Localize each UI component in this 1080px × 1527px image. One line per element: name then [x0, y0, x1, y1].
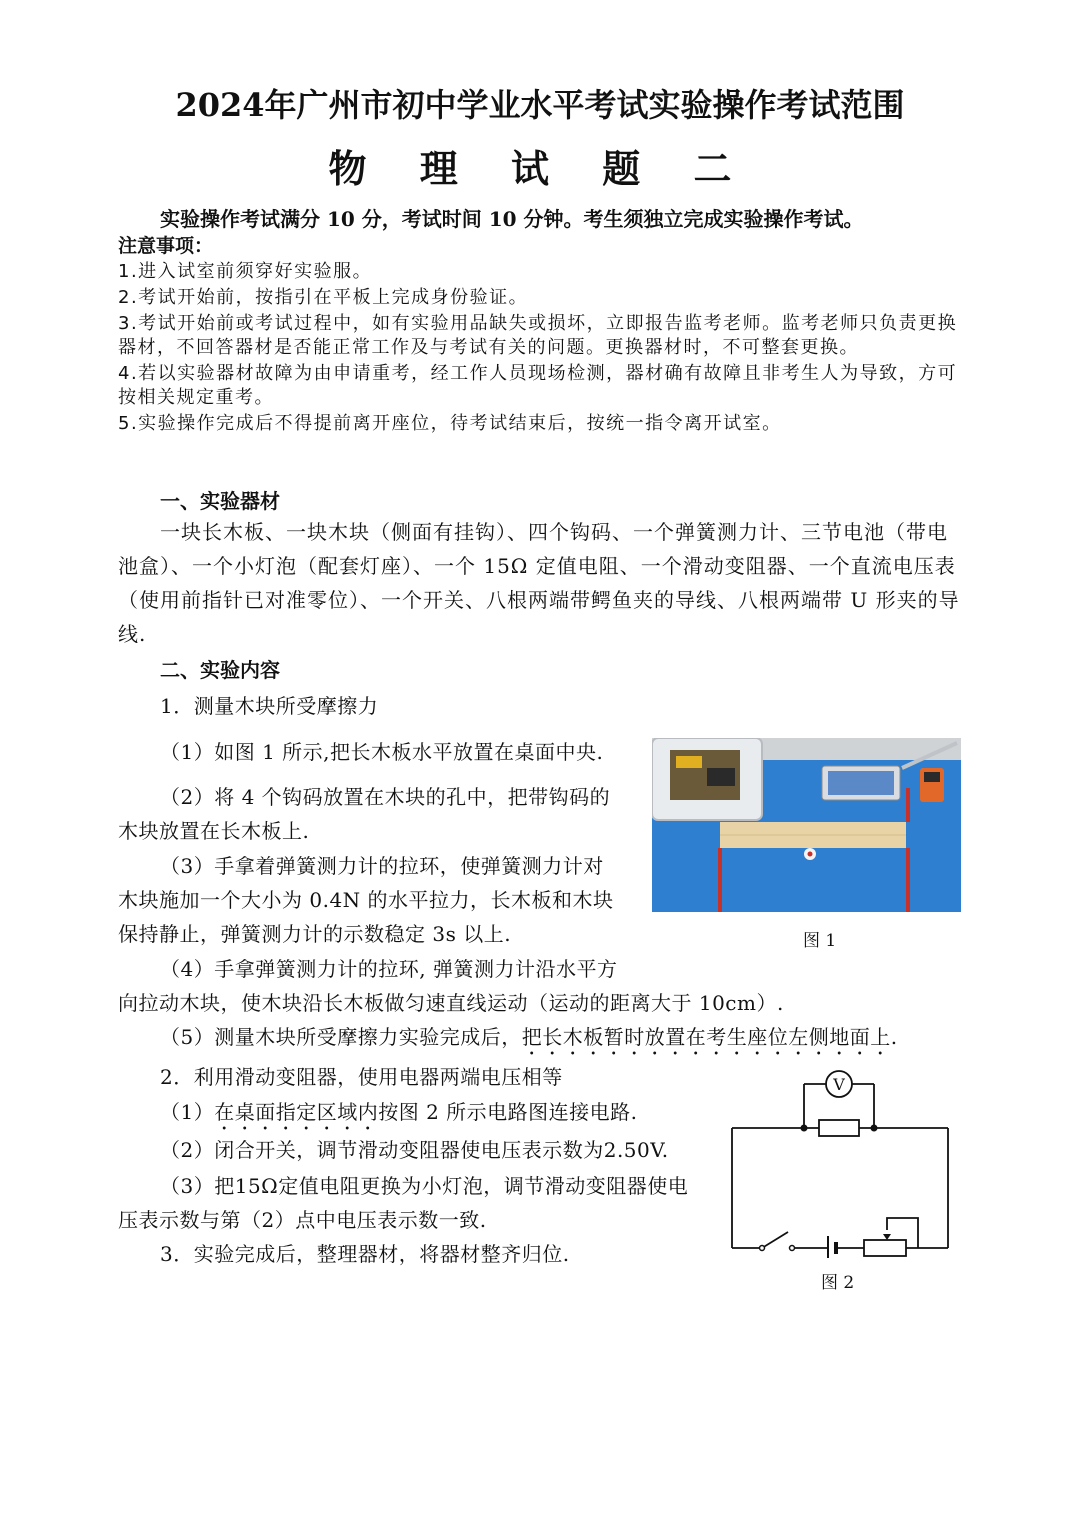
experiment-1-step-3: （3）手拿着弹簧测力计的拉环，使弹簧测力计对 [160, 854, 604, 878]
equipment-list: 一块长木板、一块木块（侧面有挂钩）、四个钩码、一个弹簧测力计、三节电池（带电池盒）、一个小灯泡（配套灯座）、一个 15Ω 定值电阻、一个滑动变阻器、一个直流电压表（使用前指针已对准零位）、一个开关、八根两端带鳄鱼夹的导线、八根两端带 U 形夹的导线. [118, 520, 960, 646]
red-tape-upper [906, 788, 910, 822]
figure-2-circuit [722, 1068, 958, 1258]
experiment-2-step-2: （2）闭合开关，调节滑动变阻器使电压表示数为2.50V. [160, 1138, 669, 1162]
rheostat [707, 768, 735, 786]
step-1-text: 按图 2 所示电路图连接电路. [378, 1100, 638, 1124]
step-5-end: . [890, 1025, 898, 1049]
resistor [819, 1120, 859, 1136]
switch-contact [790, 1246, 795, 1251]
notes-item: 4.若以实验器材故障为由申请重考，经工作人员现场检测，器材确有故障且非考生人为导致，方可按相关规定重考。 [118, 363, 958, 408]
switch-pivot [760, 1246, 765, 1251]
section-heading-content: 二、实验内容 [160, 658, 280, 682]
page-title: 2024年广州市初中学业水平考试实验操作考试范围 [175, 86, 905, 124]
battery-box [676, 756, 702, 768]
switch-blade [762, 1232, 788, 1248]
figure-1-caption: 图 1 [803, 931, 837, 951]
step-1-prefix: （1） [160, 1100, 215, 1124]
experiment-1-step-3-cont: 保持静止，弹簧测力计的示数稳定 3s 以上. [118, 922, 512, 946]
experiment-1-step-3-cont: 木块施加一个大小为 0.4N 的水平拉力，长木板和木块 [118, 888, 614, 912]
experiment-1-title: 1．测量木块所受摩擦力 [160, 694, 379, 718]
experiment-3-title: 3．实验完成后，整理器材，将器材整齐归位. [160, 1242, 570, 1266]
notes-item: 3.考试开始前或考试过程中，如有实验用品缺失或损坏，立即报告监考老师。监考老师只负责更换器材，不回答器材是否能正常工作及与考试有关的问题。更换器材时，不可整套更换。 [118, 313, 958, 358]
notes-heading: 注意事项： [118, 235, 214, 257]
section-heading-equipment: 一、实验器材 [160, 489, 280, 513]
junction-dot-right [871, 1125, 878, 1132]
figure-1-illustration [652, 738, 961, 912]
step-1-emphasis: 在桌面指定区域内 [214, 1100, 379, 1124]
notes-section [118, 232, 963, 438]
exam-intro: 实验操作考试满分 10 分，考试时间 10 分钟。考生须独立完成实验操作考试。 [160, 207, 864, 231]
junction-dot-left [801, 1125, 808, 1132]
experiment-1-step-5 [160, 1021, 898, 1060]
experiment-1-step-4-cont: 向拉动木块，使木块沿长木板做匀速直线运动（运动的距离大于 10cm）. [118, 991, 784, 1015]
red-tape-right [906, 848, 910, 912]
experiment-1-step-2-cont: 木块放置在长木板上. [118, 819, 310, 843]
red-tape-left [718, 848, 722, 912]
table-marker-dot [808, 852, 813, 857]
circuit-diagram [722, 1068, 958, 1258]
step-5-emphasis: 把长木板暂时放置在考生座位左侧地面上 [521, 1025, 891, 1049]
rheostat-symbol [864, 1240, 906, 1256]
figure-1-photo [652, 738, 961, 912]
notes-item: 1.进入试室前须穿好实验服。 [118, 261, 373, 282]
experiment-1-step-4: （4）手拿弹簧测力计的拉环, 弹簧测力计沿水平方 [160, 957, 618, 981]
experiment-2-title: 2．利用滑动变阻器，使用电器两端电压相等 [160, 1065, 563, 1089]
figure-2-caption: 图 2 [821, 1273, 855, 1293]
experiment-1-step-2: （2）将 4 个钩码放置在木块的孔中，把带钩码的 [160, 785, 611, 809]
notes-item: 5.实验操作完成后不得提前离开座位，待考试结束后，按统一指令离开试室。 [118, 413, 782, 434]
experiment-1-step-1: （1）如图 1 所示,把长木板水平放置在桌面中央. [160, 740, 604, 764]
experiment-2-step-1 [160, 1096, 638, 1135]
step-5-text: （5）测量木块所受摩擦力实验完成后， [160, 1025, 522, 1049]
experiment-2-step-3-cont: 压表示数与第（2）点中电压表示数一致. [118, 1208, 487, 1232]
tablet-screen [828, 771, 894, 795]
notes-item: 2.考试开始前，按指引在平板上完成身份验证。 [118, 287, 529, 308]
rheostat-slider-arrow [883, 1234, 891, 1240]
multimeter-display [924, 772, 940, 782]
experiment-2-step-3: （3）把15Ω定值电阻更换为小灯泡，调节滑动变阻器使电 [160, 1174, 689, 1198]
page-subtitle: 物 理 试 题 二 [328, 146, 752, 191]
voltmeter-label: V [833, 1075, 845, 1094]
